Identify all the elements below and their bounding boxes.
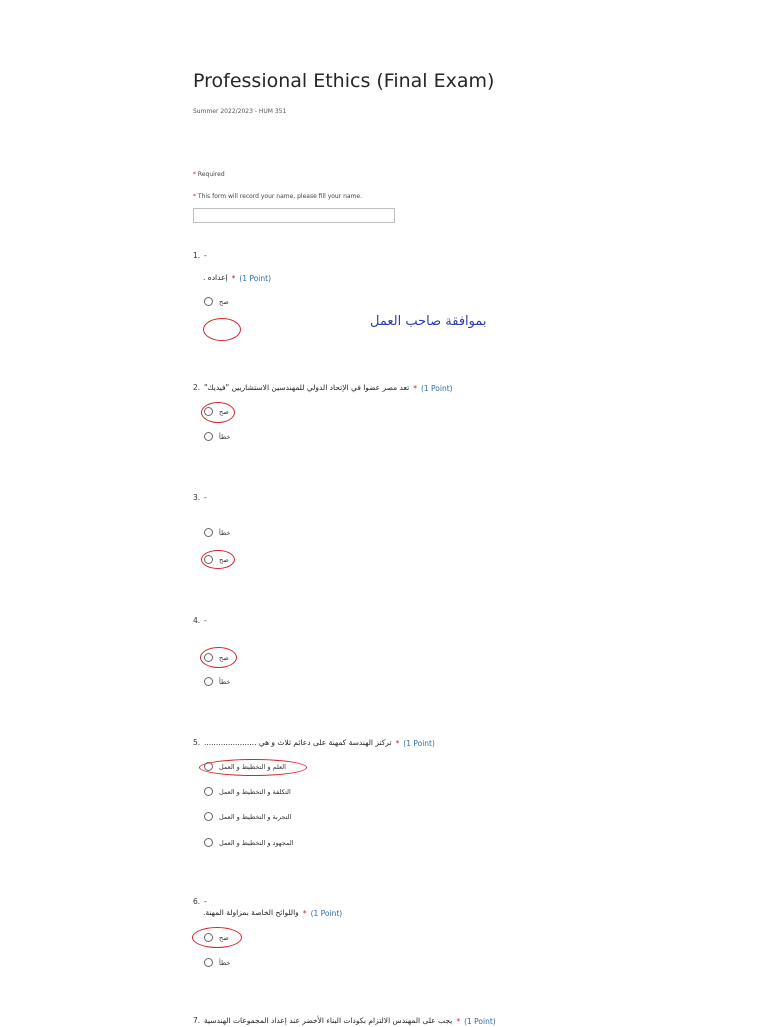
radio-button[interactable] [204, 528, 213, 537]
form-title: Professional Ethics (Final Exam) [193, 70, 495, 92]
required-star: * [231, 273, 236, 283]
radio-button[interactable] [204, 297, 213, 306]
question-dash: - [204, 897, 207, 906]
question-number: 3. [193, 493, 201, 502]
hand-drawn-circle [201, 402, 235, 423]
option-label: صح [219, 653, 229, 662]
option-b[interactable] [204, 787, 291, 796]
points-label: (1 Point) [464, 1016, 496, 1026]
required-star: * [193, 171, 196, 178]
option-d[interactable] [204, 838, 294, 847]
required-star: * [456, 1016, 461, 1026]
points-label: (1 Point) [403, 738, 435, 748]
hand-drawn-circle [192, 927, 242, 948]
option-label: خطأ [219, 958, 231, 967]
option-label: صح [219, 297, 229, 306]
option-c[interactable] [204, 812, 291, 821]
option-false[interactable] [204, 432, 230, 441]
hand-drawn-circle [199, 759, 307, 776]
question-meta [204, 1016, 496, 1027]
question-text-line: إعداده . [203, 273, 228, 282]
option-label: صح [219, 933, 229, 942]
option-false[interactable] [204, 528, 230, 537]
option-label: صح [219, 555, 229, 564]
name-note-text: This form will record your name, please fill your name. [197, 193, 363, 200]
points-label: (1 Point) [239, 273, 272, 283]
required-star: * [413, 383, 417, 393]
radio-button[interactable] [204, 677, 213, 686]
option-label: خطأ [219, 528, 231, 537]
required-star: * [302, 908, 307, 918]
option-label: العلم و التخطيط و العمل [219, 762, 286, 771]
radio-button[interactable] [204, 958, 213, 967]
question-number: 6. [193, 897, 201, 906]
question-number: 2. [193, 383, 201, 392]
option-label: التكلفة و التخطيط و العمل [219, 787, 291, 796]
points-label: (1 Point) [420, 383, 453, 393]
hand-drawn-circle [201, 550, 235, 569]
radio-button[interactable] [204, 787, 213, 796]
question-text-line: يجب على المهندس الالتزام بكودات البناء الأخضر عند إعداد المجموعات الهندسية [204, 1016, 453, 1025]
option-label: خطأ [219, 432, 231, 441]
option-false[interactable] [204, 677, 230, 686]
question-text-line: تركتز الهندسة كمهنة على دعائم ثلاث و هي ...................... [204, 738, 392, 747]
handwritten-answer: بموافقة صاحب العمل [370, 314, 487, 329]
radio-button[interactable] [204, 812, 213, 821]
option-label: خطأ [219, 677, 231, 686]
option-label: المجهود و التخطيط و العمل [219, 838, 294, 847]
question-dash: - [204, 493, 207, 502]
question-meta [204, 738, 435, 749]
hand-drawn-circle [203, 318, 241, 341]
required-label: Required [197, 171, 225, 178]
points-label: (1 Point) [310, 908, 343, 918]
question-text-line: واللوائح الخاصة بمزاولة المهنة. [203, 908, 299, 917]
option-label: التجربة و التخطيط و العمل [219, 812, 292, 821]
question-number: 7. [193, 1016, 201, 1025]
radio-button[interactable] [204, 838, 213, 847]
option-true[interactable] [204, 297, 229, 306]
name-input[interactable] [193, 208, 395, 223]
required-note [193, 171, 225, 178]
required-star: * [193, 193, 196, 200]
required-star: * [395, 738, 400, 748]
option-label: صح [219, 407, 229, 416]
question-meta [203, 273, 271, 284]
question-meta [203, 908, 342, 919]
question-meta [204, 383, 453, 394]
radio-button[interactable] [204, 432, 213, 441]
question-text-line: تعد مصر عضوا في الإتحاد الدولي للمهندسين الاستشاريين "فيديك" [204, 383, 410, 392]
name-note [193, 193, 362, 200]
question-number: 1. [193, 251, 201, 260]
question-number: 4. [193, 616, 201, 625]
question-dash: - [204, 251, 207, 260]
question-number: 5. [193, 738, 201, 747]
hand-drawn-circle [200, 647, 237, 668]
option-false[interactable] [204, 958, 230, 967]
form-subtitle: Summer 2022/2023 - HUM 351 [193, 108, 287, 115]
question-dash: - [204, 616, 207, 625]
